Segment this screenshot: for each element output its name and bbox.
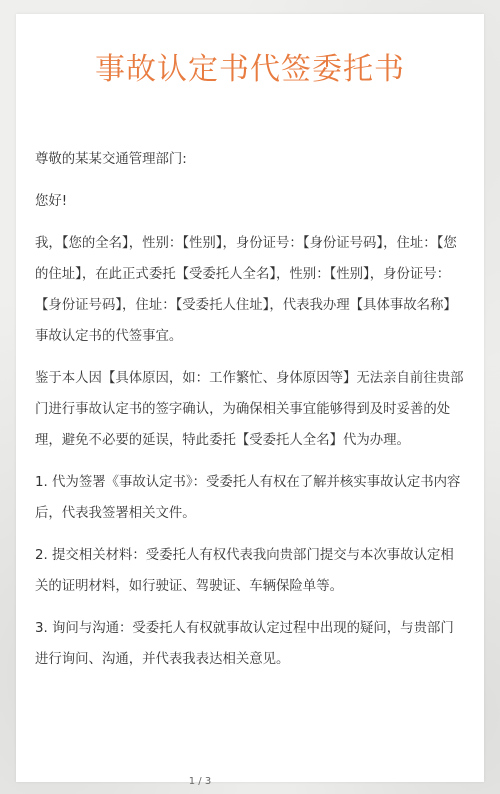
document-page: [16, 14, 484, 787]
paragraph-item-materials: 2. 提交相关材料：受委托人有权代表我向贵部门提交与本次事故认定相关的证明材料，如行驶证、驾驶证、车辆保险单等。: [35, 548, 454, 594]
paragraph-reason: 鉴于本人因【具体原因，如：工作繁忙、身体原因等】无法亲自前往贵部门进行事故认定书的签字确认，为确保相关事宜能够得到及时妥善的处理，避免不必要的延误，特此委托【受委托人全名】代为办理。: [35, 371, 464, 448]
document-body: [35, 144, 467, 686]
paragraph-principal-info: 我，【您的全名】，性别：【性别】，身份证号：【身份证号码】，住址：【您的住址】，在此正式委托【受委托人全名】，性别：【性别】，身份证号：【身份证号码】，住址：【受委托人住址】，代表我办理【具体事故名称】事故认定书的代签事宜。: [35, 236, 457, 344]
document-title: 事故认定书代签委托书: [95, 52, 405, 87]
salutation: 尊敬的某某交通管理部门:: [35, 152, 187, 167]
page-indicator: 1 / 3: [188, 776, 212, 787]
paragraph-item-sign: 1. 代为签署《事故认定书》：受委托人有权在了解并核实事故认定书内容后，代表我签署相关文件。: [35, 475, 461, 521]
greeting: 您好!: [35, 194, 68, 209]
paragraph-item-communication: 3. 询问与沟通：受委托人有权就事故认定过程中出现的疑问，与贵部门进行询问、沟通，并代表我表达相关意见。: [35, 621, 454, 667]
